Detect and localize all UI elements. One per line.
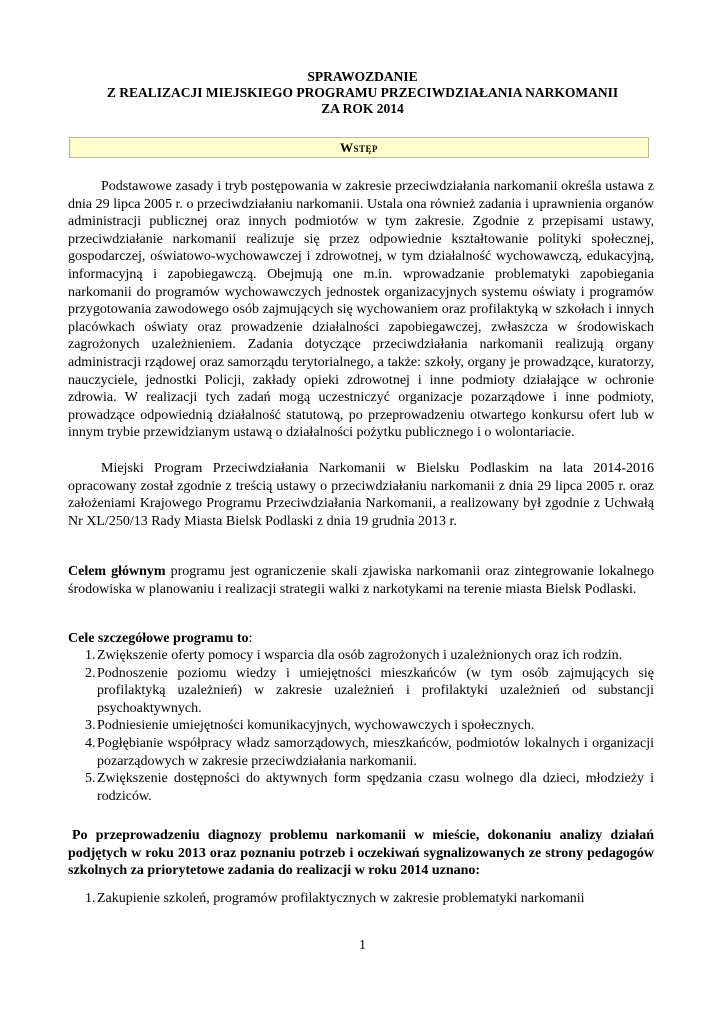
- goals-heading-label: Cele szczegółowe programu to: [68, 631, 249, 646]
- list-item-text: Zwiększenie dostępności do aktywnych form spędzania czasu wolnego dla dzieci, młodzieży i rodziców.: [97, 771, 654, 804]
- tasks-list: [68, 890, 654, 908]
- page-number: 1: [359, 938, 366, 953]
- list-item: [68, 647, 654, 665]
- list-item: [68, 665, 654, 718]
- intro-paragraph-block: [68, 178, 654, 442]
- intro-paragraph: Podstawowe zasady i tryb postępowania w zakresie przeciwdziałania narkomanii określa ustawa z dnia 29 lipca 2005 r. o przeciwdziałaniu narkomanii. Ustala ona również zadania i uprawnienia organów administracji publicznej oraz innych podmiotów w tym zakresie. Zgodnie z przepisami ustawy, przeciwdziałanie narkomanii realizuje się przez odpowiednie kształtowanie polityki społecznej, gospodarczej, oświatowo-wychowawczej i zdrowotnej, w tym działalność wychowawczą, edukacyjną, informacyjną i zapobiegawczą. Obejmują one m.in. wprowadzanie problematyki zapobiegania narkomanii do programów wychowawczych jednostek organizacyjnych systemu oświaty i programów przygotowania zawodowego osób zajmujących się wychowaniem oraz profilaktyką w szkołach i innych placówkach oświaty oraz prowadzenie działalności zapobiegawczej, zwłaszcza w środowiskach zagrożonych uzależnieniem. Zadania dotyczące przeciwdziałania narkomanii realizują organy administracji rządowej oraz samorządu terytorialnego, a także: szkoły, organy je prowadzące, kuratorzy, nauczyciele, jednostki Policji, zakłady opieki zdrowotnej i inne podmioty działające w ochronie zdrowia. W realizacji tych zadań mogą uczestniczyć organizacje pozarządowe i inne podmioty, prowadzące odpowiednią działalność statutową, po przeprowadzeniu otwartego konkursu ofert lub w innym trybie przewidzianym ustawą o działalności pożytku publicznego i o wolontariacie.: [68, 179, 654, 441]
- section-heading: Wstęp: [339, 139, 378, 155]
- list-item-number: 1.: [85, 891, 96, 906]
- section-heading-box: [69, 137, 649, 158]
- list-item-text: Podniesienie umiejętności komunikacyjnych, wychowawczych i społecznych.: [97, 718, 535, 734]
- list-item-number: 3.: [85, 718, 96, 734]
- list-item: [68, 770, 654, 805]
- goals-heading-colon: :: [248, 631, 253, 646]
- main-goal-paragraph-block: [68, 563, 654, 598]
- main-goal-paragraph: [68, 563, 654, 598]
- document-title: [60, 69, 665, 117]
- list-item-text: Pogłębianie współpracy władz samorządowych, mieszkańców, podmiotów lokalnych i organizacji pozarządowych w zakresie przeciwdziałania narkomanii.: [97, 735, 654, 769]
- main-goal-text: programu jest ograniczenie skali zjawiska narkomanii oraz zintegrowanie lokalnego środowiska w planowaniu i realizacji strategii walki z narkotykami na terenie miasta Bielsk Podlaski.: [68, 564, 654, 597]
- diagnosis-paragraph-block: [68, 827, 654, 880]
- list-item-text: Zwiększenie oferty pomocy i wsparcia dla osób zagrożonych i uzależnionych oraz ich rodzin.: [97, 648, 623, 663]
- list-item: [68, 890, 654, 908]
- list-item: [68, 735, 654, 770]
- main-goal-label: Celem głównym: [68, 564, 166, 579]
- goals-list: [68, 647, 654, 805]
- tasks-list-block: [68, 890, 654, 908]
- title-line-3: ZA ROK 2014: [321, 101, 404, 116]
- program-paragraph: Miejski Program Przeciwdziałania Narkomanii w Bielsku Podlaskim na lata 2014-2016 opracowany został zgodnie z treścią ustawy o przeciwdziałaniu narkomanii z dnia 29 lipca 2005 r. oraz założeniami Krajowego Programu Przeciwdziałania Narkomanii, a realizowany był zgodnie z Uchwałą Nr XL/250/13 Rady Miasta Bielsk Podlaski z dnia 19 grudnia 2013 r.: [68, 461, 654, 529]
- list-item-number: 4.: [85, 735, 96, 751]
- list-item-number: 5.: [85, 771, 96, 787]
- list-item-number: 1.: [85, 648, 96, 663]
- list-item-text: Podnoszenie poziomu wiedzy i umiejętności mieszkańców (w tym osób zajmujących się profilaktyką uzależnień) w zakresie uzależnień i profilaktyki uzależnień od substancji psychoaktywnych.: [97, 665, 654, 716]
- title-line-1: SPRAWOZDANIE: [307, 69, 418, 84]
- goals-heading: [68, 630, 654, 648]
- list-item: [68, 717, 654, 735]
- list-item-number: 2.: [85, 665, 96, 681]
- program-paragraph-block: [68, 460, 654, 530]
- list-item-text: Zakupienie szkoleń, programów profilaktycznych w zakresie problematyki narkomanii: [97, 891, 585, 906]
- diagnosis-paragraph: Po przeprowadzeniu diagnozy problemu narkomanii w mieście, dokonaniu analizy działań podjętych w roku 2013 oraz poznaniu potrzeb i oczekiwań sygnalizowanych ze strony pedagogów szkolnych za priorytetowe zadania do realizacji w roku 2014 uznano:: [68, 828, 654, 879]
- goals-list-block: [68, 647, 654, 805]
- goals-heading-block: [68, 630, 654, 648]
- title-line-2: Z REALIZACJI MIEJSKIEGO PROGRAMU PRZECIWDZIAŁANIA NARKOMANII: [106, 85, 619, 100]
